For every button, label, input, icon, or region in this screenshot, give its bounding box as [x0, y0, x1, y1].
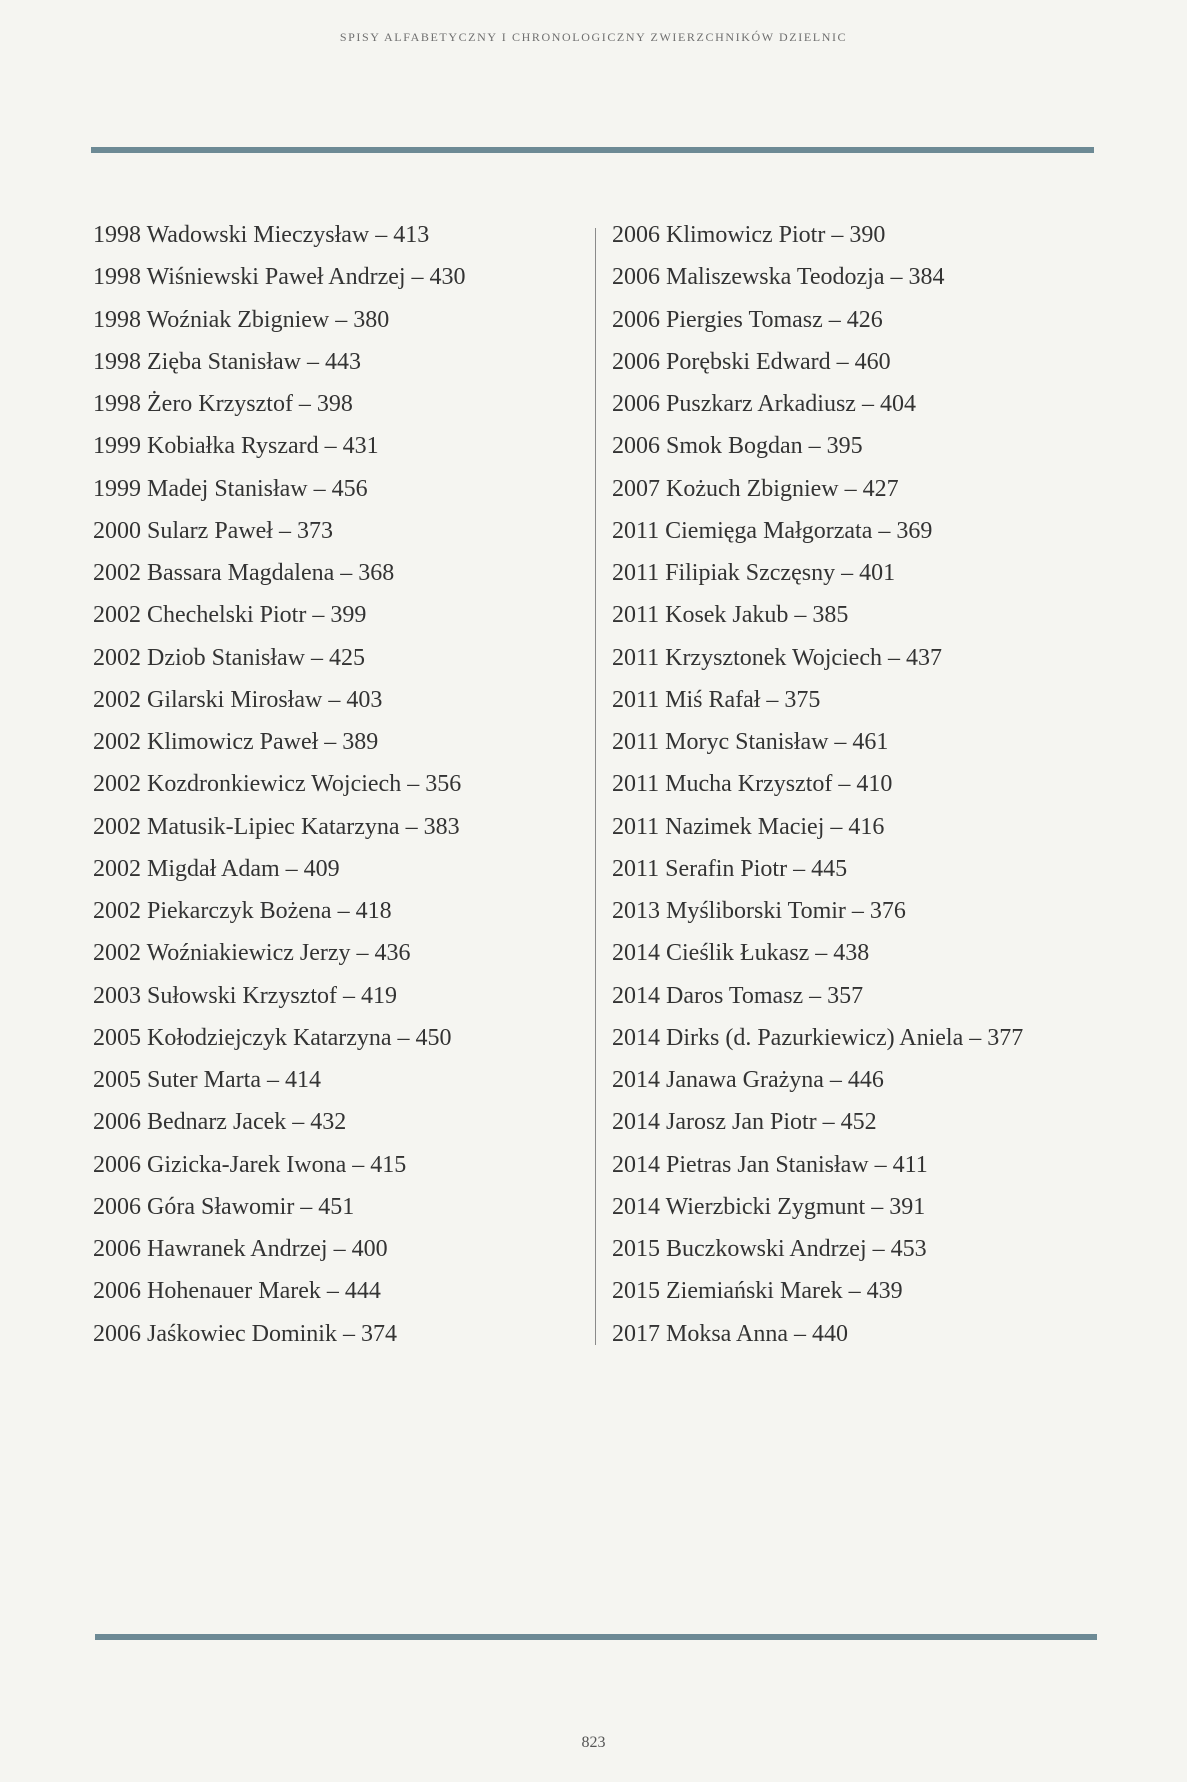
list-item: 2002 Gilarski Mirosław – 403 [93, 686, 383, 713]
list-item: 2011 Nazimek Maciej – 416 [612, 813, 885, 840]
list-item: 2005 Kołodziejczyk Katarzyna – 450 [93, 1024, 452, 1051]
list-item: 2002 Migdał Adam – 409 [93, 855, 340, 882]
running-head: SPISY ALFABETYCZNY I CHRONOLOGICZNY ZWIERZCHNIKÓW DZIELNIC [339, 30, 848, 44]
list-item: 2015 Buczkowski Andrzej – 453 [612, 1236, 927, 1262]
list-item: 2014 Jarosz Jan Piotr – 452 [612, 1109, 877, 1136]
list-item: 2015 Ziemiański Marek – 439 [612, 1278, 903, 1305]
list-item: 2006 Porębski Edward – 460 [612, 348, 891, 375]
list-item: 2002 Kozdronkiewicz Wojciech – 356 [93, 771, 462, 798]
top-rule [91, 147, 1094, 153]
list-item: 1998 Żero Krzysztof – 398 [93, 391, 353, 417]
list-item: 2003 Sułowski Krzysztof – 419 [93, 982, 397, 1009]
list-item: 1998 Woźniak Zbigniew – 380 [93, 306, 390, 333]
list-item: 2002 Bassara Magdalena – 368 [93, 560, 395, 586]
list-item: 2002 Dziob Stanisław – 425 [93, 644, 365, 671]
page-number: 823 [581, 1734, 606, 1751]
right-column [612, 220, 1092, 1361]
list-item: 2006 Puszkarz Arkadiusz – 404 [612, 391, 916, 417]
list-item: 2014 Pietras Jan Stanisław – 411 [612, 1151, 928, 1178]
list-item: 2011 Ciemięga Małgorzata – 369 [612, 517, 933, 544]
list-item: 2006 Hohenauer Marek – 444 [93, 1278, 381, 1305]
list-item: 2002 Klimowicz Paweł – 389 [93, 729, 379, 755]
list-item: 2014 Janawa Grażyna – 446 [612, 1067, 884, 1093]
list-item: 2002 Matusik-Lipiec Katarzyna – 383 [93, 813, 460, 840]
list-item: 2011 Filipiak Szczęsny – 401 [612, 560, 896, 586]
list-item: 2006 Smok Bogdan – 395 [612, 433, 863, 460]
list-item: 2007 Kożuch Zbigniew – 427 [612, 475, 899, 502]
list-item: 2014 Dirks (d. Pazurkiewicz) Aniela – 377 [612, 1024, 1024, 1051]
list-item: 2002 Chechelski Piotr – 399 [93, 602, 367, 629]
column-divider [595, 228, 596, 1345]
list-item: 1998 Wadowski Mieczysław – 413 [93, 222, 430, 248]
list-item: 2000 Sularz Paweł – 373 [93, 517, 333, 544]
list-item: 1999 Madej Stanisław – 456 [93, 475, 368, 502]
list-item: 2006 Góra Sławomir – 451 [93, 1193, 355, 1220]
list-item: 2014 Wierzbicki Zygmunt – 391 [612, 1193, 926, 1220]
list-item: 2011 Moryc Stanisław – 461 [612, 729, 889, 755]
list-item: 2017 Moksa Anna – 440 [612, 1320, 848, 1347]
list-item: 2006 Jaśkowiec Dominik – 374 [93, 1320, 397, 1347]
list-item: 2011 Mucha Krzysztof – 410 [612, 771, 893, 798]
list-item: 2005 Suter Marta – 414 [93, 1067, 321, 1093]
bottom-rule [95, 1634, 1097, 1640]
list-item: 2013 Myśliborski Tomir – 376 [612, 898, 906, 924]
list-item: 2011 Serafin Piotr – 445 [612, 855, 848, 882]
list-item: 1998 Zięba Stanisław – 443 [93, 348, 361, 375]
list-item: 2006 Gizicka-Jarek Iwona – 415 [93, 1151, 407, 1178]
list-item: 2002 Woźniakiewicz Jerzy – 436 [93, 940, 411, 967]
list-item: 2006 Hawranek Andrzej – 400 [93, 1236, 388, 1262]
list-item: 2011 Kosek Jakub – 385 [612, 602, 849, 629]
list-item: 2011 Miś Rafał – 375 [612, 686, 821, 713]
list-item: 2006 Bednarz Jacek – 432 [93, 1109, 347, 1136]
list-item: 2014 Daros Tomasz – 357 [612, 982, 864, 1009]
list-item: 2014 Cieślik Łukasz – 438 [612, 940, 870, 967]
list-item: 1999 Kobiałka Ryszard – 431 [93, 433, 379, 460]
left-column [93, 220, 573, 1361]
list-item: 2006 Klimowicz Piotr – 390 [612, 222, 886, 248]
list-item: 2011 Krzysztonek Wojciech – 437 [612, 644, 942, 671]
list-item: 2006 Maliszewska Teodozja – 384 [612, 264, 945, 291]
list-item: 2002 Piekarczyk Bożena – 418 [93, 898, 392, 924]
list-item: 1998 Wiśniewski Paweł Andrzej – 430 [93, 264, 466, 291]
list-item: 2006 Piergies Tomasz – 426 [612, 306, 883, 333]
